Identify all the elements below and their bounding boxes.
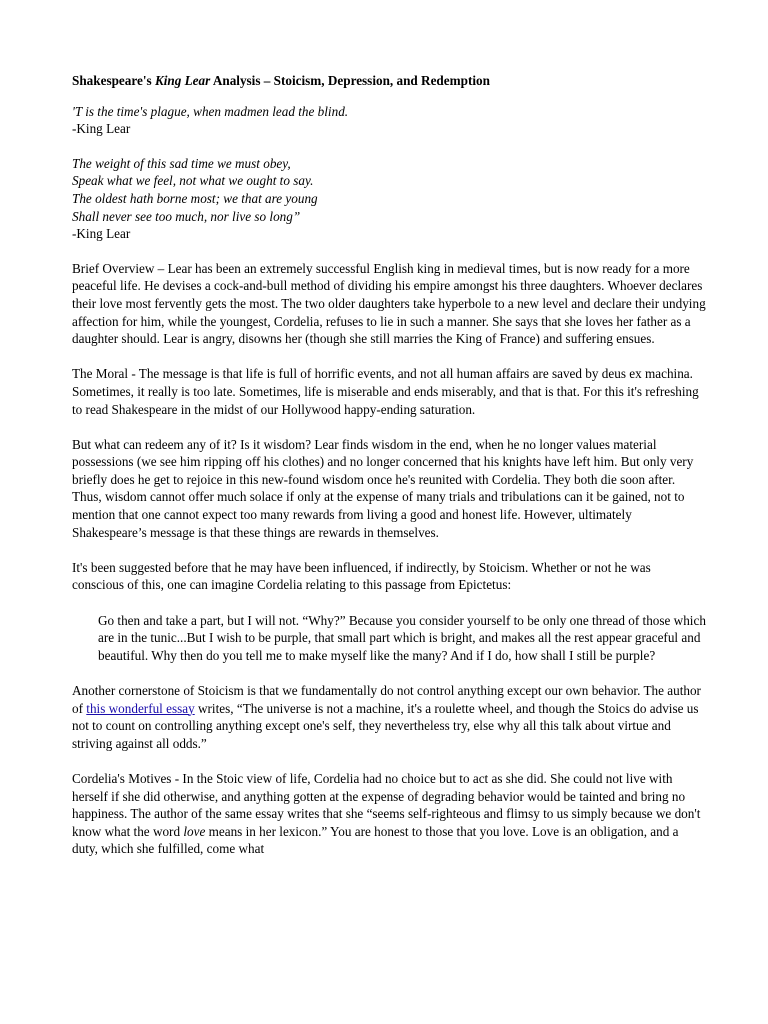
epigraph-2-line: Speak what we feel, not what we ought to say. xyxy=(72,173,314,189)
paragraph-cornerstone xyxy=(72,682,706,752)
cornerstone-text-before: Another cornerstone of Stoicism is that we fundamentally do not control anything except our own behavior. The author of xyxy=(72,683,701,716)
paragraph-overview: Brief Overview – Lear has been an extremely successful English king in medieval times, but is now ready for a more peaceful life. He devises a cock-and-bull method of dividing his empire amongst his three daughters. Whoever declares their love most fervently gets the most. The two older daughters take hyperbole to a new level and declare their undying affection for him, while the youngest, Cordelia, refuses to lie in such a manner. She says that she loves her father as a daughter should. Lear is angry, disowns her (though she still marries the King of France) and suffering ensues. xyxy=(72,260,706,347)
title-suffix: Analysis – Stoicism, Depression, and Redemption xyxy=(210,73,490,88)
epigraph-2 xyxy=(72,155,706,243)
paragraph-redeem: But what can redeem any of it? Is it wisdom? Lear finds wisdom in the end, when he no longer values material possessions (we see him ripping off his clothes) and no longer concerned that his knights have left him. But only very briefly does he get to rejoice in this new-found wisdom once he's reunited with Cordelia. They both die soon after. Thus, wisdom cannot offer much solace if only at the expense of many trials and tribulations can it be gained, not to mention that one cannot expect too many rewards from living a good and honest life. However, ultimately Shakespeare’s message is that these things are rewards in themselves. xyxy=(72,436,694,540)
paragraph-stoicism: It's been suggested before that he may have been influenced, if indirectly, by Stoicism. Whether or not he was conscious of this, one can imagine Cordelia relating to this passage from Epictetus: xyxy=(72,559,651,593)
motives-text-before: Cordelia's Motives - In the Stoic view of life, Cordelia had no choice but to act as she did. She could not live with herself if she did otherwise, and anything gotten at the expense of degrading behavior would be tainted and bring no happiness. The author of the same essay writes that she “seems self-righteous and flimsy to us simply because we don't know what the word xyxy=(72,770,701,839)
epigraph-2-line: The weight of this sad time we must obey, xyxy=(72,155,291,171)
epigraph-2-line: The oldest hath borne most; we that are young xyxy=(72,190,318,206)
epigraph-2-attribution: -King Lear xyxy=(72,226,131,242)
essay-link[interactable]: this wonderful essay xyxy=(86,700,195,716)
epigraph-1-attribution: -King Lear xyxy=(72,121,131,137)
epictetus-quote: Go then and take a part, but I will not. “Why?” Because you consider yourself to be only one thread of those which are in the tunic...But I wish to be purple, that small part which is bright, and makes all the rest appear graceful and beautiful. Why then do you tell me to make myself like the many? And if I do, how shall I still be purple? xyxy=(98,612,706,663)
document-title xyxy=(72,72,706,90)
epigraph-1 xyxy=(72,103,706,138)
motives-italic-love: love xyxy=(183,823,206,839)
paragraph-motives xyxy=(72,770,706,858)
paragraph-moral: The Moral - The message is that life is full of horrific events, and not all human affairs are saved by deus ex machina. Sometimes, it really is too late. Sometimes, life is miserable and ends miserably, and that is that. For this it's refreshing to read Shakespeare in the midst of our Hollywood happy-ending saturation. xyxy=(72,366,699,417)
title-prefix: Shakespeare's xyxy=(72,73,155,88)
title-italic: King Lear xyxy=(154,73,211,88)
cornerstone-text-after: writes, “The universe is not a machine, it's a roulette wheel, and though the Stoics do advise us not to count on controlling anything except one's self, they nevertheless try, else why all this talk about virtue and striving against all odds.” xyxy=(72,700,699,751)
epigraph-1-line: 'T is the time's plague, when madmen lead the blind. xyxy=(72,103,349,119)
motives-text-after: means in her lexicon.” You are honest to those that you love. Love is an obligation, and a duty, which she fulfilled, come what xyxy=(72,823,679,857)
epigraph-2-line: Shall never see too much, nor live so long” xyxy=(72,208,301,224)
